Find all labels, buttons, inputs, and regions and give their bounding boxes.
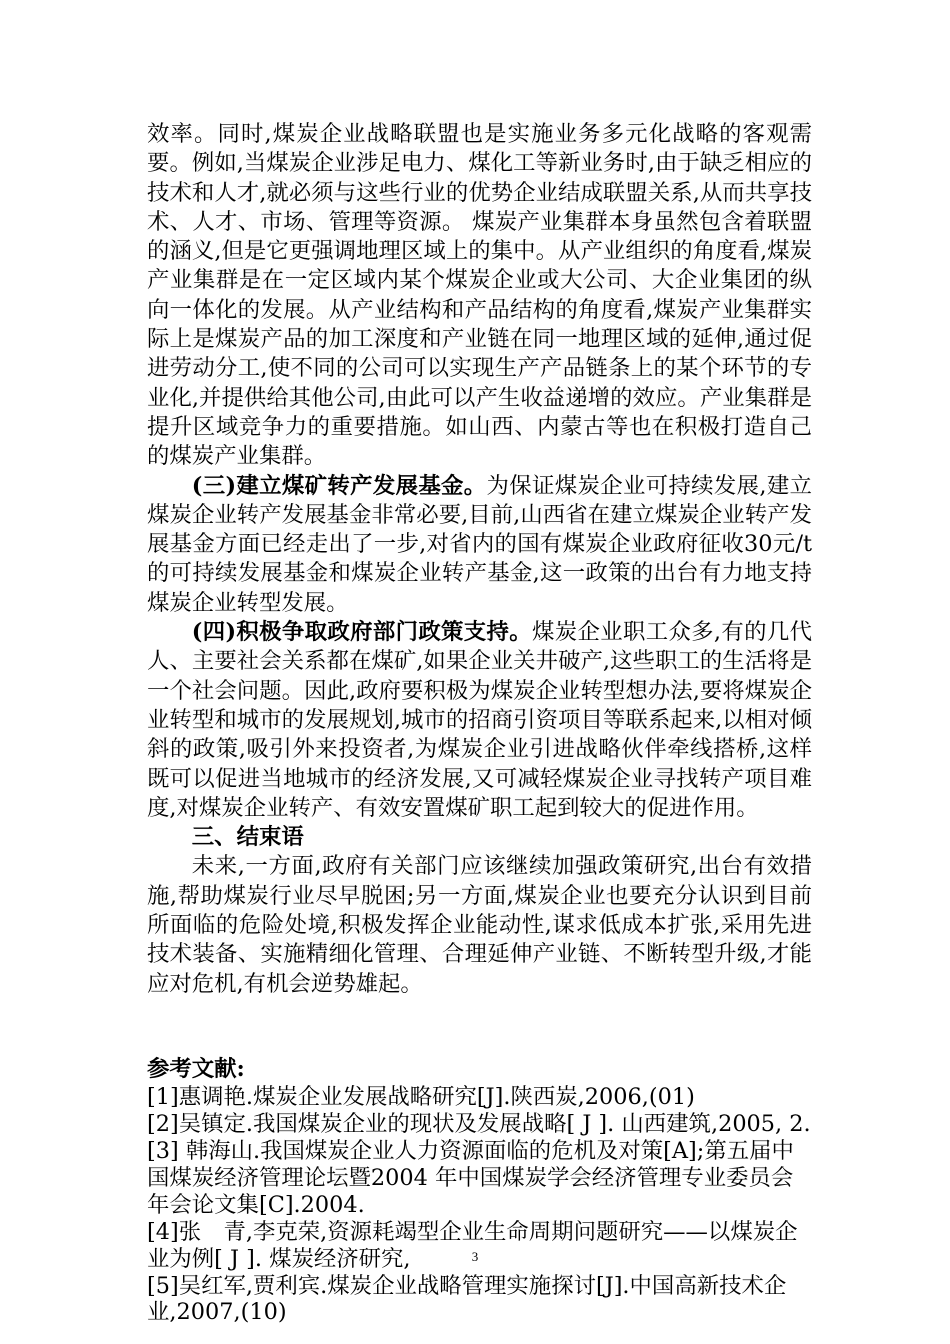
subsection-title-3: (三)建立煤矿转产发展基金。	[191, 472, 487, 499]
paragraph-policy-support	[147, 618, 812, 823]
paragraph-industry-cluster: 效率。同时,煤炭企业战略联盟也是实施业务多元化战略的客观需要。例如,当煤炭企业涉足电力、煤化工等新业务时,由于缺乏相应的技术和人才,就必须与这些行业的优势企业结成联盟关系,从而共享技术、人才、市场、管理等资源。 煤炭产业集群本身虽然包含着联盟的涵义,但是它更强调地理区域上的集中。从产业组织的角度看,煤炭产业集群是在一定区域内某个煤炭企业或大公司、大企业集团的纵向一体化的发展。从产业结构和产品结构的角度看,煤炭产业集群实际上是煤炭产品的加工深度和产业链在同一地理区域的延伸,通过促进劳动分工,使不同的公司可以实现生产产品链条上的某个环节的专业化,并提供给其他公司,由此可以产生收益递增的效应。产业集群是提升区域竞争力的重要措施。如山西、内蒙古等也在积极打造自己的煤炭产业集群。	[147, 121, 812, 470]
paragraph-transfer-fund	[147, 472, 812, 618]
document-body	[147, 120, 812, 1326]
section-heading-conclusion: 三、结束语	[191, 824, 304, 851]
paragraph-transfer-fund-body: 为保证煤炭企业可持续发展,建立煤炭企业转产发展基金非常必要,目前,山西省在建立煤炭企业转产发展基金方面已经走出了一步,对省内的国有煤炭企业政府征收30元/t的可持续发展基金和煤炭企业转产基金,这一政策的出台有力地支持煤炭企业转型发展。	[147, 472, 812, 616]
page-number: 3	[471, 1249, 479, 1264]
references-list	[147, 1084, 812, 1326]
reference-item: [4]张 青,李克荣,资源耗竭型企业生命周期问题研究——以煤炭企业为例[ J ]. 煤炭经济研究,	[147, 1218, 798, 1272]
reference-item: [3] 韩海山.我国煤炭企业人力资源面临的危机及对策[A];第五届中国煤炭经济管理论坛暨2004 年中国煤炭学会经济管理专业委员会年会论文集[C].2004.	[147, 1138, 794, 1218]
references-title: 参考文献:	[147, 1055, 245, 1082]
paragraph-conclusion: 未来,一方面,政府有关部门应该继续加强政策研究,出台有效措施,帮助煤炭行业尽早脱困;另一方面,煤炭企业也要充分认识到目前所面临的危险处境,积极发挥企业能动性,谋求低成本扩张,采用先进技术装备、实施精细化管理、合理延伸产业链、不断转型升级,才能应对危机,有机会逆势雄起。	[147, 853, 812, 997]
subsection-title-4: (四)积极争取政府部门政策支持。	[191, 619, 533, 646]
reference-item: [5]吴红军,贾利宾.煤炭企业战略管理实施探讨[J].中国高新技术企业,2007,(10)	[147, 1272, 787, 1326]
reference-item: [1]惠调艳.煤炭企业发展战略研究[J].陕西炭,2006,(01)	[147, 1084, 695, 1111]
reference-item: [2]吴镇定.我国煤炭企业的现状及发展战略[ J ]. 山西建筑,2005, 2.	[147, 1111, 811, 1138]
paragraph-policy-support-body: 煤炭企业职工众多,有的几代人、主要社会关系都在煤矿,如果企业关井破产,这些职工的生活将是一个社会问题。因此,政府要积极为煤炭企业转型想办法,要将煤炭企业转型和城市的发展规划,城市的招商引资项目等联系起来,以相对倾斜的政策,吸引外来投资者,为煤炭企业引进战略伙伴牵线搭桥,这样既可以促进当地城市的经济发展,又可减轻煤炭企业寻找转产项目难度,对煤炭企业转产、有效安置煤矿职工起到较大的促进作用。	[147, 619, 812, 821]
